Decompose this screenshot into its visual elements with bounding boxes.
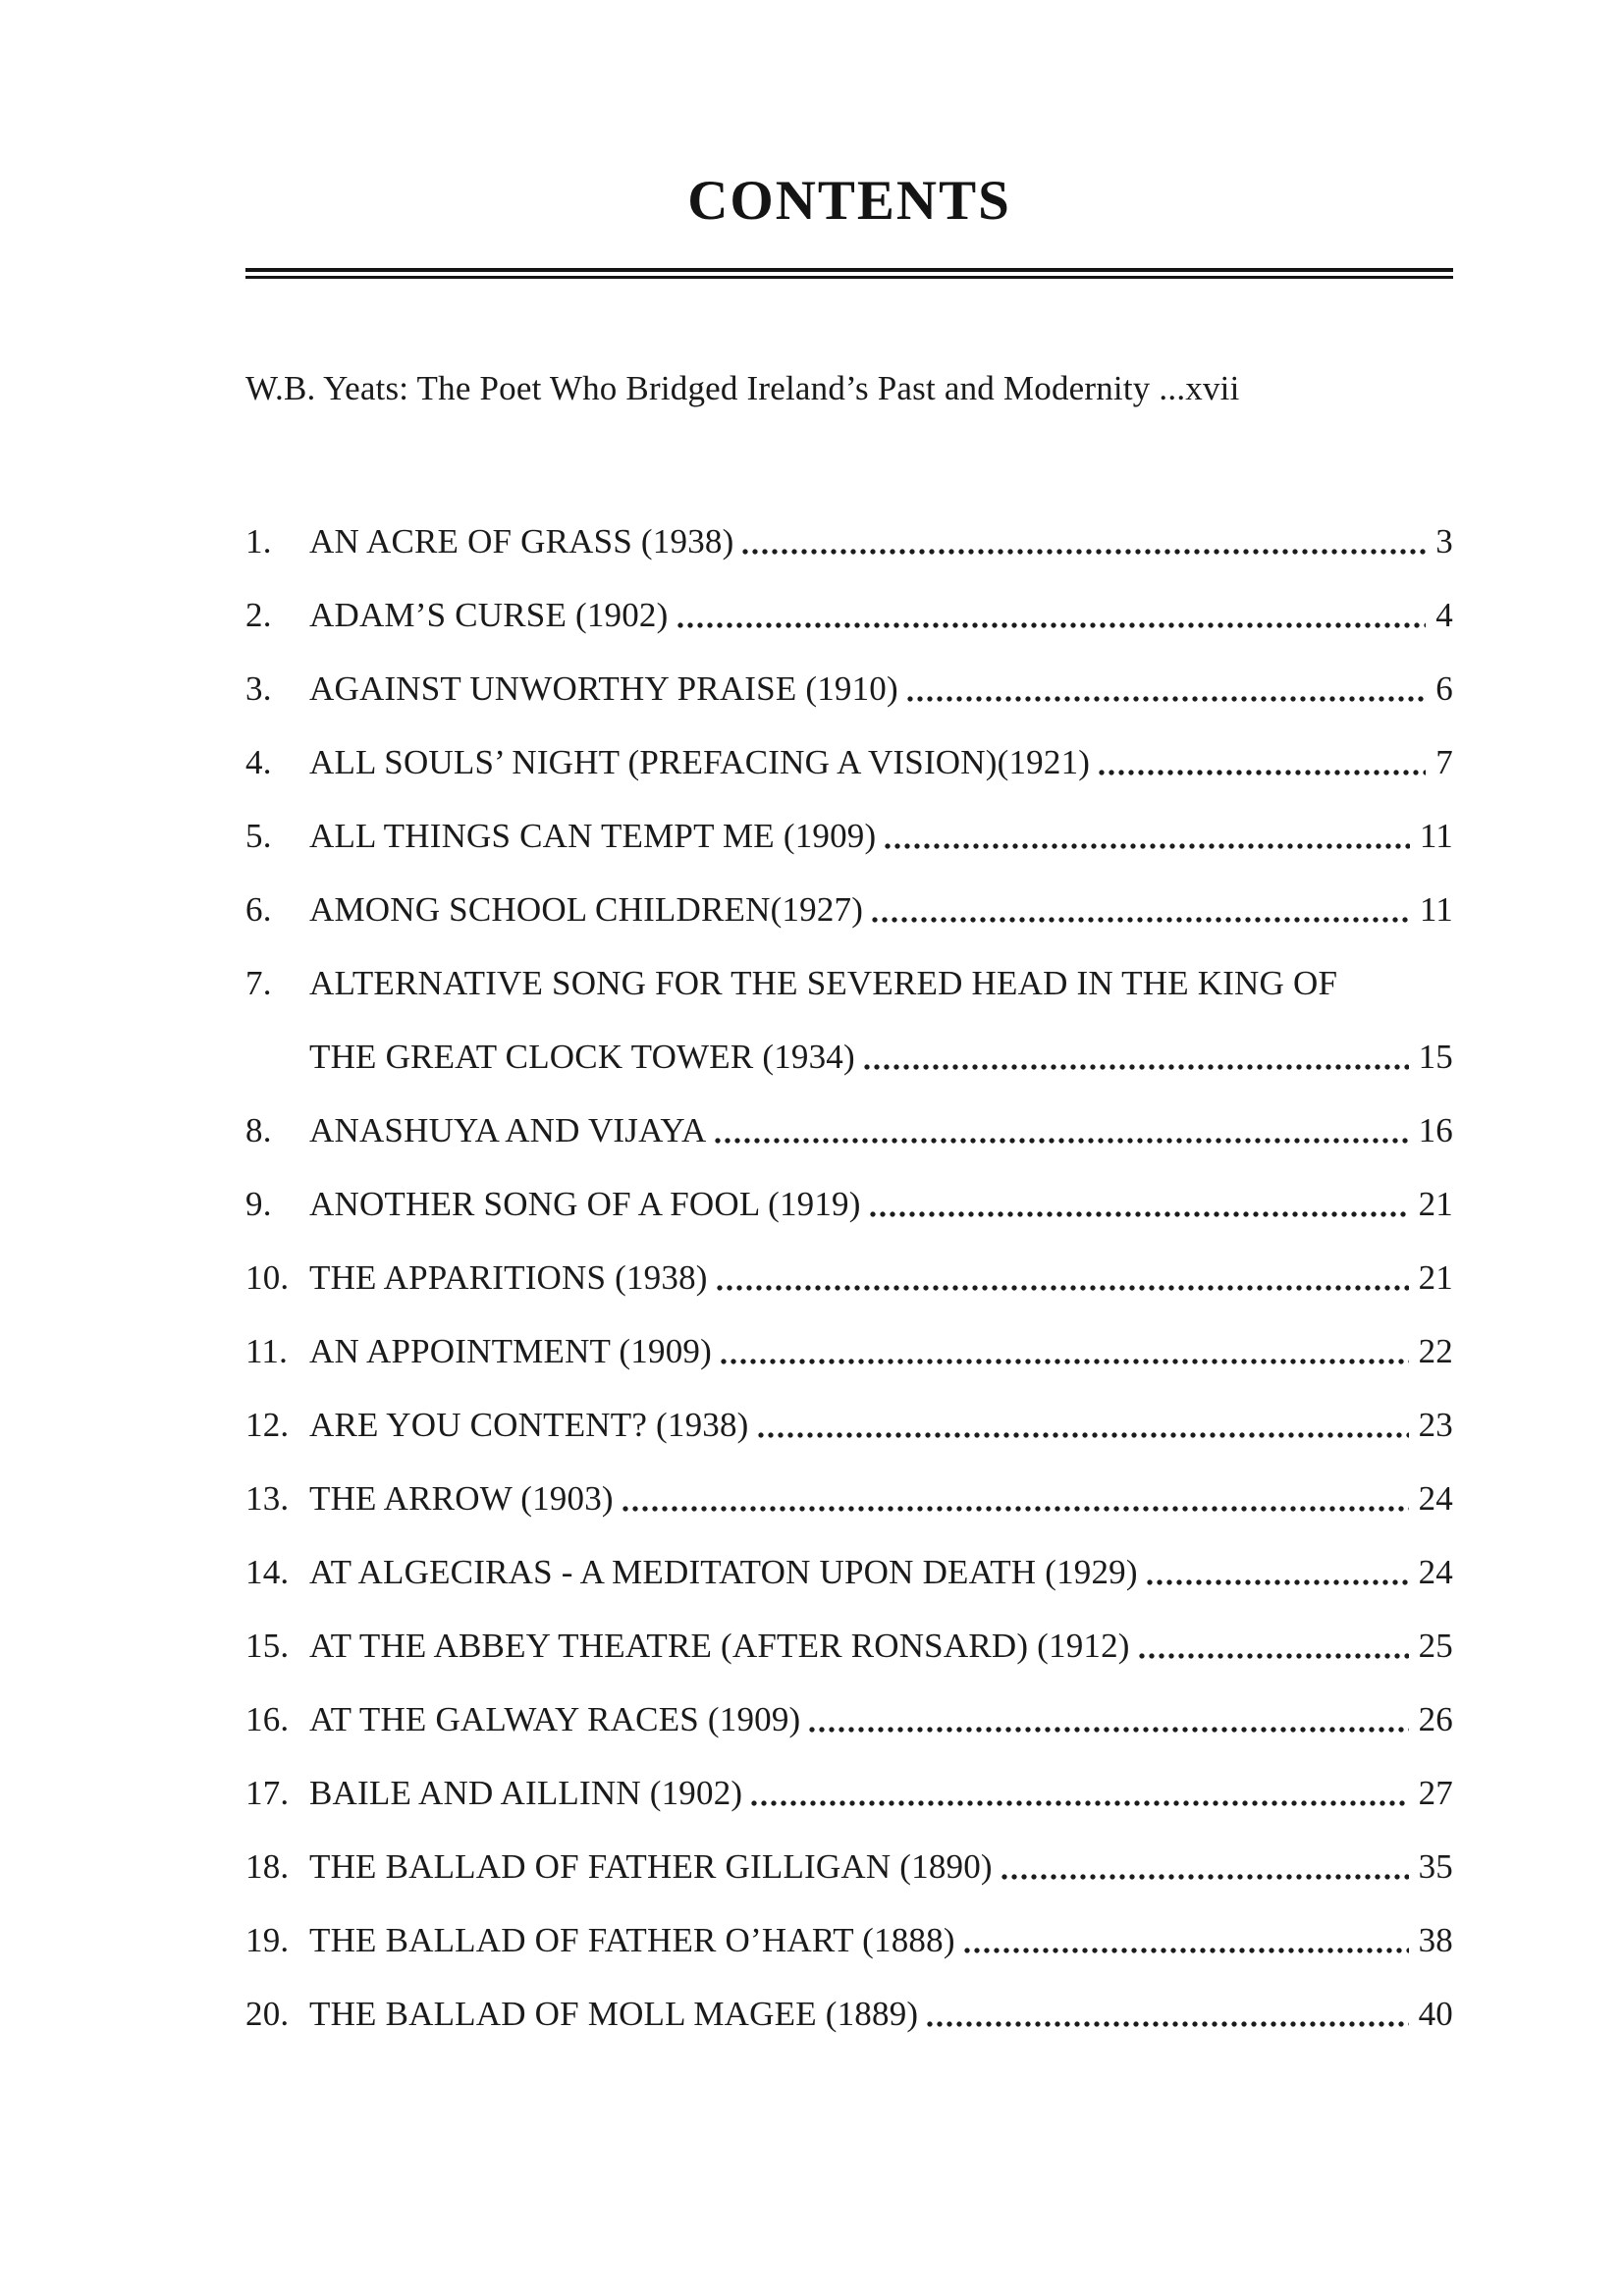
toc-entry-number: 8. [245,1110,272,1149]
dot-leader [868,1167,1409,1241]
toc-entry-title: ANOTHER SONG OF A FOOL (1919) [309,1184,861,1223]
toc-entry-number: 1. [245,521,272,561]
dot-leader [962,1903,1409,1977]
toc-entry-number: 5. [245,816,272,855]
toc-entry [245,578,1453,652]
toc-entry-title: THE BALLAD OF FATHER O’HART (1888) [309,1920,955,1959]
dot-leader [1145,1535,1409,1609]
toc-entry-page: 23 [1418,1405,1453,1444]
toc-entry [245,1241,1453,1314]
dot-leader [740,505,1426,578]
toc-entry [245,1314,1453,1388]
toc-entry-page: 25 [1418,1626,1453,1665]
intro-line: W.B. Yeats: The Poet Who Bridged Ireland’s Past and Modernity ...xvii [245,369,1240,407]
dot-leader [870,873,1410,946]
double-rule [245,268,1453,279]
toc-entry-page: 11 [1419,889,1453,929]
toc-entry-number: 12. [245,1405,290,1444]
toc-entry-number: 19. [245,1920,290,1959]
dot-leader [719,1314,1409,1388]
toc-entry-title: AN APPOINTMENT (1909) [309,1331,712,1370]
toc-entry-number: 16. [245,1699,290,1738]
toc-entry-page: 4 [1435,595,1453,634]
toc-entry-title: AGAINST UNWORTHY PRAISE (1910) [309,668,898,708]
toc-entry-number: 10. [245,1257,290,1297]
toc-entry-page: 24 [1418,1478,1453,1518]
toc-entry-page: 7 [1435,742,1453,781]
toc-entry-number: 6. [245,889,272,929]
toc-entry [245,1609,1453,1682]
toc-entry-title: THE APPARITIONS (1938) [309,1257,708,1297]
dot-leader [883,799,1410,873]
toc-entry-title: THE BALLAD OF FATHER GILLIGAN (1890) [309,1846,993,1886]
toc-entry-title: THE GREAT CLOCK TOWER (1934) [309,1037,855,1076]
toc-entry-title: THE BALLAD OF MOLL MAGEE (1889) [309,1994,919,2033]
toc-entry-page: 21 [1418,1257,1453,1297]
toc-entry [245,1903,1453,1977]
toc-entry-number: 4. [245,742,272,781]
toc-entry [245,1830,1453,1903]
toc-entry-number: 7. [245,963,272,1002]
toc-entry-title: ARE YOU CONTENT? (1938) [309,1405,749,1444]
dot-leader [1000,1830,1409,1903]
toc-entry-number: 14. [245,1552,290,1591]
toc-entry-title: AT THE ABBEY THEATRE (AFTER RONSARD) (1912) [309,1626,1130,1665]
toc-entry [245,1756,1453,1830]
toc-entry-number: 11. [245,1331,289,1370]
dot-leader [756,1388,1409,1462]
toc-entry-title: THE ARROW (1903) [309,1478,614,1518]
toc-entry [245,652,1453,725]
toc-entry-title: ALL THINGS CAN TEMPT ME (1909) [309,816,877,855]
toc-entry [245,725,1453,799]
dot-leader [925,1977,1408,2051]
toc-entry-number: 18. [245,1846,290,1886]
toc-entry-number: 9. [245,1184,272,1223]
toc-entry-page: 6 [1435,668,1453,708]
dot-leader [1097,725,1426,799]
toc-entry-number: 17. [245,1773,290,1812]
toc-entry-title: AMONG SCHOOL CHILDREN(1927) [309,889,864,929]
toc-entry [245,1682,1453,1756]
toc-entry-title: BAILE AND AILLINN (1902) [309,1773,743,1812]
toc-entry [245,799,1453,873]
toc-entry-page: 26 [1418,1699,1453,1738]
toc-entry [245,873,1453,946]
toc-entry [245,505,1453,578]
toc-entry [245,946,1453,1094]
dot-leader [676,578,1427,652]
dot-leader [621,1462,1409,1535]
toc-entry-title: ALL SOULS’ NIGHT (PREFACING A VISION)(1921) [309,742,1091,781]
toc-entry-number: 20. [245,1994,290,2033]
toc-entry-number: 13. [245,1478,290,1518]
toc-entry-number: 3. [245,668,272,708]
toc-entry-page: 22 [1418,1331,1453,1370]
toc-entry-page: 15 [1418,1037,1453,1076]
toc-entry-title: AT ALGECIRAS - A MEDITATON UPON DEATH (1929) [309,1552,1138,1591]
toc-entry [245,1462,1453,1535]
toc-entry-page: 38 [1418,1920,1453,1959]
toc-entry-page: 24 [1418,1552,1453,1591]
toc-entry-page: 27 [1418,1773,1453,1812]
toc-entry-number: 15. [245,1626,290,1665]
dot-leader [749,1756,1408,1830]
toc-entry-page: 11 [1419,816,1453,855]
toc-entry-title: AT THE GALWAY RACES (1909) [309,1699,801,1738]
toc-entry-title: ALTERNATIVE SONG FOR THE SEVERED HEAD IN THE KING OF [309,963,1338,1002]
toc-entry-title: AN ACRE OF GRASS (1938) [309,521,734,561]
toc-entry-title: ANASHUYA AND VIJAYA [309,1110,707,1149]
toc-entry [245,1535,1453,1609]
toc-entry-number: 2. [245,595,272,634]
toc-entry [245,1977,1453,2051]
toc-entry-page: 35 [1418,1846,1453,1886]
toc-entry-title: ADAM’S CURSE (1902) [309,595,669,634]
toc-entry-page: 16 [1418,1110,1453,1149]
toc-entry-page: 3 [1435,521,1453,561]
toc-entry [245,1094,1453,1167]
toc-entry [245,1167,1453,1241]
dot-leader [807,1682,1408,1756]
toc-list [245,505,1453,2051]
dot-leader [715,1241,1409,1314]
dot-leader [905,652,1426,725]
dot-leader [862,1020,1409,1094]
page-title: CONTENTS [687,170,1011,232]
toc-entry-page: 21 [1418,1184,1453,1223]
toc-entry-page: 40 [1418,1994,1453,2033]
dot-leader [713,1094,1408,1167]
toc-entry [245,1388,1453,1462]
dot-leader [1137,1609,1409,1682]
